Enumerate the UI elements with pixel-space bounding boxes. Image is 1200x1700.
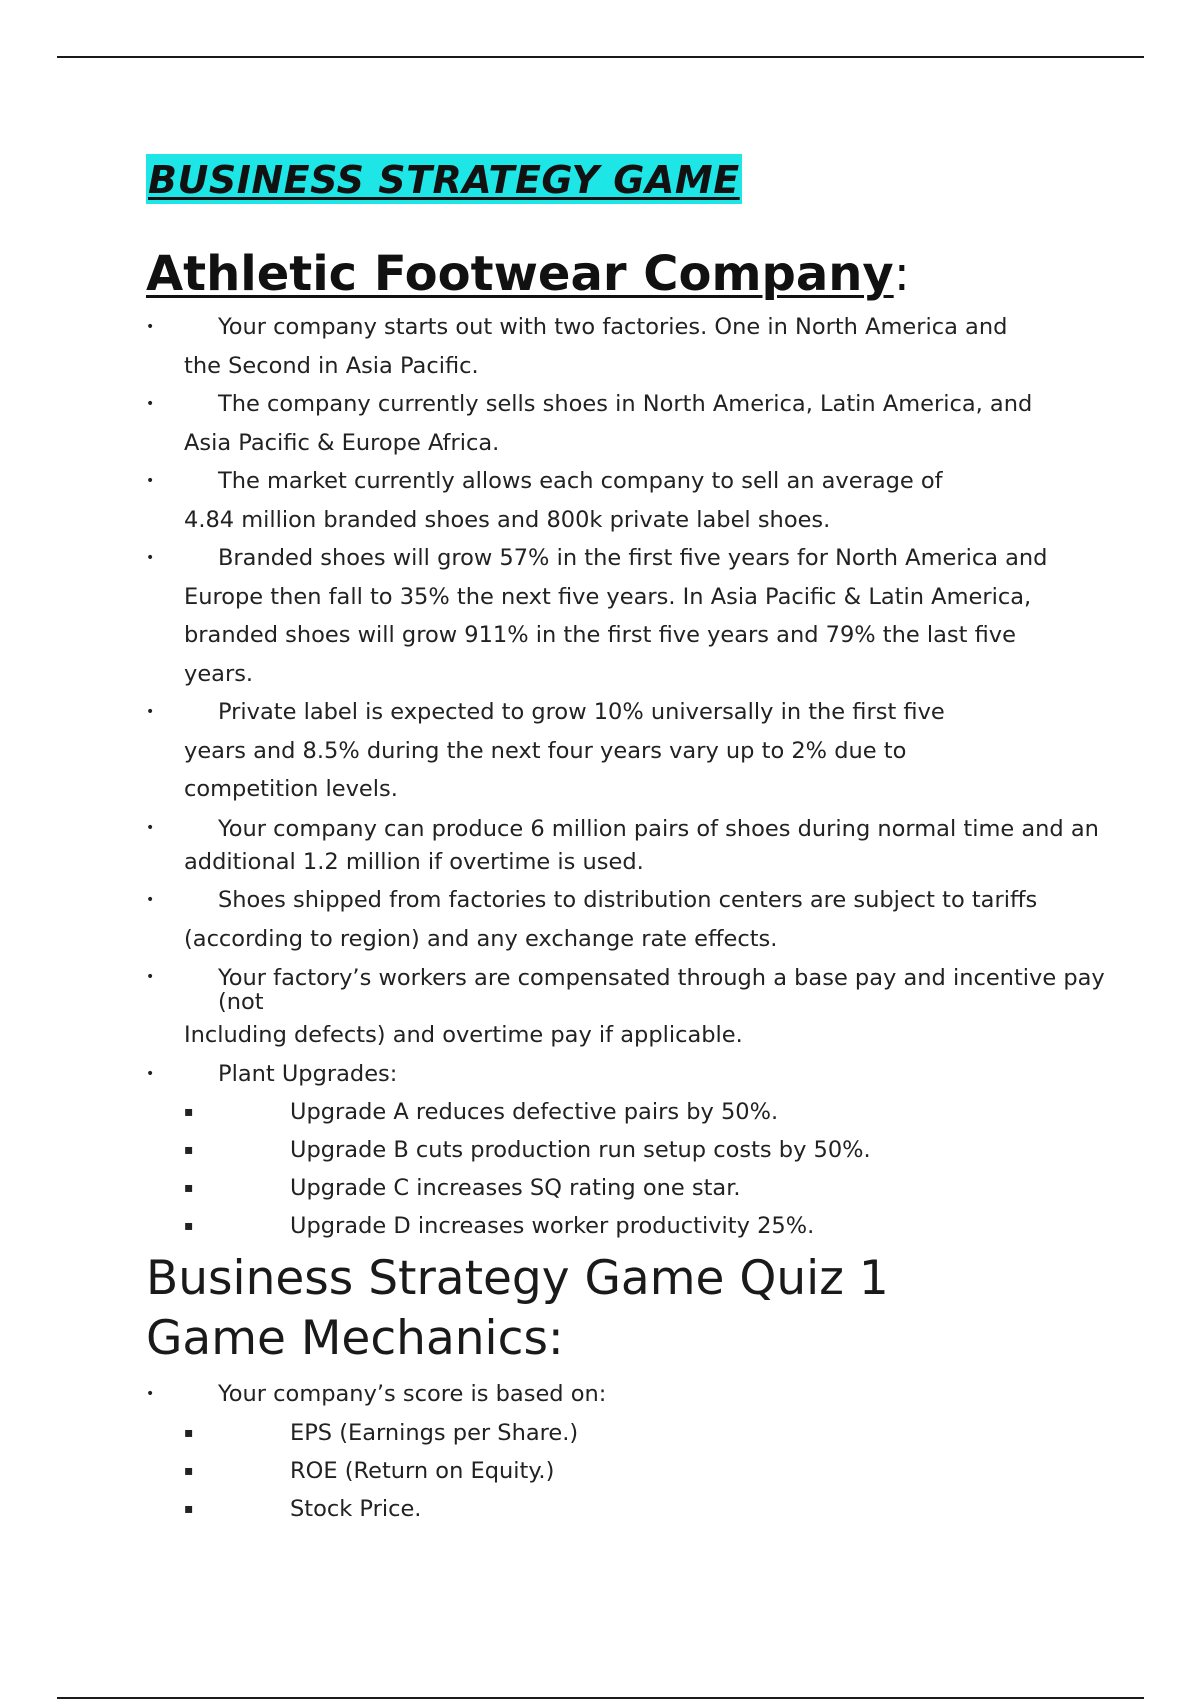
section-heading — [146, 1249, 1106, 1369]
bullet-icon: • — [146, 1065, 155, 1082]
bullet-icon: • — [146, 473, 155, 489]
list-item-continuation: competition levels. — [184, 776, 398, 802]
bullet-icon: • — [146, 1386, 155, 1402]
page-title-text: Athletic Footwear Company — [146, 246, 894, 302]
sub-list-item — [146, 1131, 1106, 1169]
square-bullet-icon: ▪ — [184, 1424, 194, 1441]
square-bullet-icon: ▪ — [184, 1104, 194, 1120]
page-title — [146, 246, 1106, 302]
list-item-continuation: 4.84 million branded shoes and 800k private label shoes. — [184, 506, 831, 533]
bullet-icon: • — [146, 704, 155, 720]
square-bullet-icon: ▪ — [184, 1500, 194, 1517]
square-bullet-icon: ▪ — [184, 1180, 194, 1196]
square-bullet-icon: ▪ — [184, 1462, 194, 1479]
list-item — [146, 958, 1106, 1055]
list-item-continuation: the Second in Asia Pacific. — [184, 352, 479, 379]
sub-list-item — [146, 1490, 1106, 1528]
sub-list-item-text: ROE (Return on Equity.) — [290, 1457, 555, 1484]
list-item-text: Your company starts out with two factories. One in North America and — [218, 314, 1008, 340]
list-item-continuation: years and 8.5% during the next four years vary up to 2% due to — [184, 737, 907, 764]
list-item-text: Plant Upgrades: — [218, 1060, 398, 1087]
list-item-text: The company currently sells shoes in North America, Latin America, and — [218, 391, 1033, 417]
sub-list-item — [146, 1452, 1106, 1490]
sub-list-item-text: Upgrade D increases worker productivity 25%. — [290, 1213, 815, 1239]
section-heading-line: Game Mechanics: — [146, 1311, 564, 1366]
list-item-text: Your factory’s workers are compensated through a base pay and incentive pay (not — [218, 965, 1105, 1015]
list-item-continuation: (according to region) and any exchange rate effects. — [184, 925, 778, 952]
list-item — [146, 385, 1106, 462]
list-item-text: Private label is expected to grow 10% universally in the first five — [218, 699, 945, 725]
sub-list-item-text: Upgrade C increases SQ rating one star. — [290, 1175, 741, 1201]
sub-list-item — [146, 1414, 1106, 1452]
list-item-continuation: additional 1.2 million if overtime is used. — [184, 848, 644, 875]
list-item-text: The market currently allows each company to sell an average of — [218, 468, 943, 494]
list-item-text: Your company’s score is based on: — [218, 1381, 607, 1407]
bullet-icon: • — [146, 550, 155, 566]
bullet-icon: • — [146, 396, 155, 412]
list-item-text: Your company can produce 6 million pairs of shoes during normal time and an — [218, 815, 1099, 842]
list-item — [146, 881, 1106, 958]
bullet-icon: • — [146, 819, 155, 836]
list-item-continuation: years. — [184, 660, 254, 687]
bottom-rule — [57, 1697, 1144, 1699]
sub-list-item-text: Upgrade B cuts production run setup costs by 50%. — [290, 1137, 871, 1163]
list-item — [146, 462, 1106, 539]
square-bullet-icon: ▪ — [184, 1218, 194, 1234]
document-body — [146, 150, 1106, 1528]
document-banner: BUSINESS STRATEGY GAME — [146, 154, 742, 204]
score-list — [146, 1375, 1106, 1528]
page-title-colon: : — [893, 246, 910, 302]
list-item — [146, 693, 1106, 809]
top-rule — [57, 56, 1144, 58]
section-heading-line: Business Strategy Game Quiz 1 — [146, 1251, 889, 1306]
list-item-text: Branded shoes will grow 57% in the first five years for North America and — [218, 545, 1048, 571]
list-item — [146, 539, 1106, 693]
sub-list-item — [146, 1169, 1106, 1207]
bullet-icon: • — [146, 892, 155, 908]
square-bullet-icon: ▪ — [184, 1142, 194, 1158]
sub-list-item-text: Stock Price. — [290, 1495, 422, 1522]
list-item-continuation: Europe then fall to 35% the next five years. In Asia Pacific & Latin America, — [184, 583, 1032, 610]
list-item-continuation: Asia Pacific & Europe Africa. — [184, 429, 500, 456]
sub-list-item-text: EPS (Earnings per Share.) — [290, 1419, 579, 1446]
list-item-text: Shoes shipped from factories to distribution centers are subject to tariffs — [218, 887, 1038, 913]
sub-list-item-text: Upgrade A reduces defective pairs by 50%. — [290, 1099, 779, 1125]
bullet-icon: • — [146, 319, 155, 335]
sub-list-item — [146, 1207, 1106, 1245]
list-item — [146, 1055, 1106, 1094]
bullet-icon: • — [146, 969, 155, 985]
facts-list — [146, 308, 1106, 1245]
list-item — [146, 1375, 1106, 1414]
sub-list-item — [146, 1093, 1106, 1131]
list-item — [146, 809, 1106, 882]
list-item-continuation: Including defects) and overtime pay if applicable. — [184, 1022, 743, 1048]
list-item — [146, 308, 1106, 385]
list-item-continuation: branded shoes will grow 911% in the first five years and 79% the last five — [184, 622, 1016, 648]
